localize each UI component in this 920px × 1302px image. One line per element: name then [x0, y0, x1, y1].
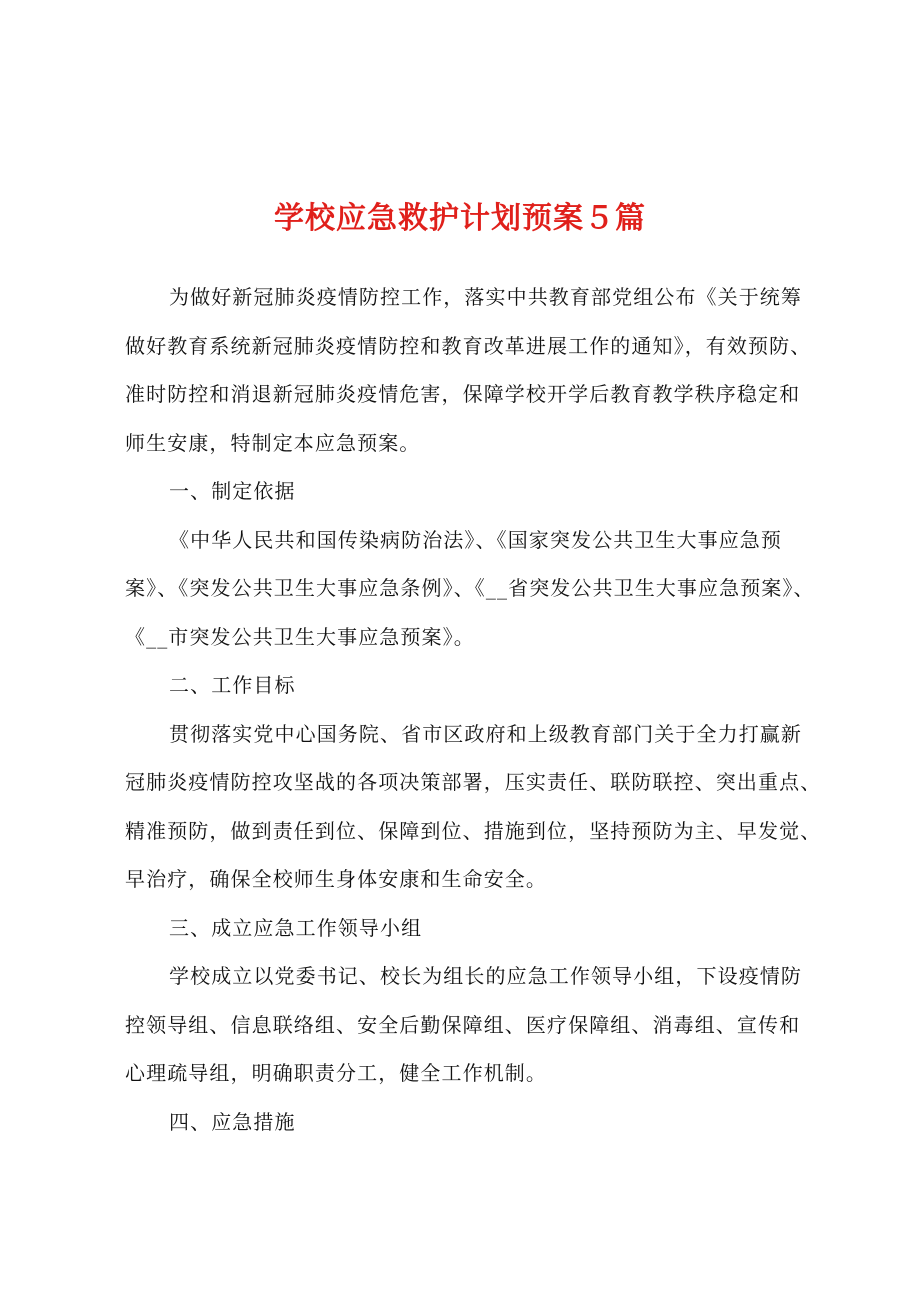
paragraph-basis: [125, 516, 815, 662]
text-line: 准时防控和消退新冠肺炎疫情危害，保障学校开学后教育教学秩序稳定和: [125, 382, 801, 406]
text-line: 冠肺炎疫情防控攻坚战的各项决策部署，压实责任、联防联控、突出重点、: [125, 770, 822, 794]
text-line: 贯彻落实党中心国务院、省市区政府和上级教育部门关于全力打赢新: [169, 721, 802, 746]
document-title: 学校应急救护计划预案５篇: [274, 201, 646, 236]
text-line: 心理疏导组，明确职责分工，健全工作机制。: [125, 1061, 547, 1085]
text-line: 案》、《突发公共卫生大事应急条例》、《__省突发公共卫生大事应急预案》、: [125, 576, 815, 600]
text-line: 早治疗，确保全校师生身体安康和生命安全。: [125, 867, 547, 891]
text-line: 做好教育系统新冠肺炎疫情防控和教育改革进展工作的通知》，有效预防、: [125, 333, 812, 358]
document-body: [125, 273, 822, 1146]
section-heading-4: [125, 1098, 815, 1147]
paragraph-goals: [125, 710, 822, 904]
text-line: 控领导组、信息联络组、安全后勤保障组、医疗保障组、消毒组、宣传和: [125, 1012, 801, 1037]
text-line: 为做好新冠肺炎疫情防控工作，落实中共教育部党组公布《关于统筹: [169, 285, 802, 309]
section-heading-1: [125, 467, 815, 516]
text-line: 三、成立应急工作领导小组: [169, 915, 423, 940]
text-line: 精准预防，做到责任到位、保障到位、措施到位，坚持预防为主、早发觉、: [125, 818, 822, 843]
text-line: 师生安康，特制定本应急预案。: [125, 430, 421, 455]
paragraph-team: [125, 952, 815, 1098]
text-line: 《中华人民共和国传染病防治法》、《国家突发公共卫生大事应急预: [169, 527, 782, 552]
paragraph-intro: [125, 273, 815, 467]
text-line: 一、制定依据: [169, 479, 296, 503]
section-heading-2: [125, 661, 815, 710]
text-line: 二、工作目标: [169, 673, 296, 697]
section-heading-3: [125, 904, 815, 953]
text-line: 学校成立以党委书记、校长为组长的应急工作领导小组，下设疫情防: [169, 964, 802, 988]
text-line: 四、应急措施: [169, 1109, 296, 1134]
text-line: 《__市突发公共卫生大事应急预案》。: [125, 624, 475, 649]
